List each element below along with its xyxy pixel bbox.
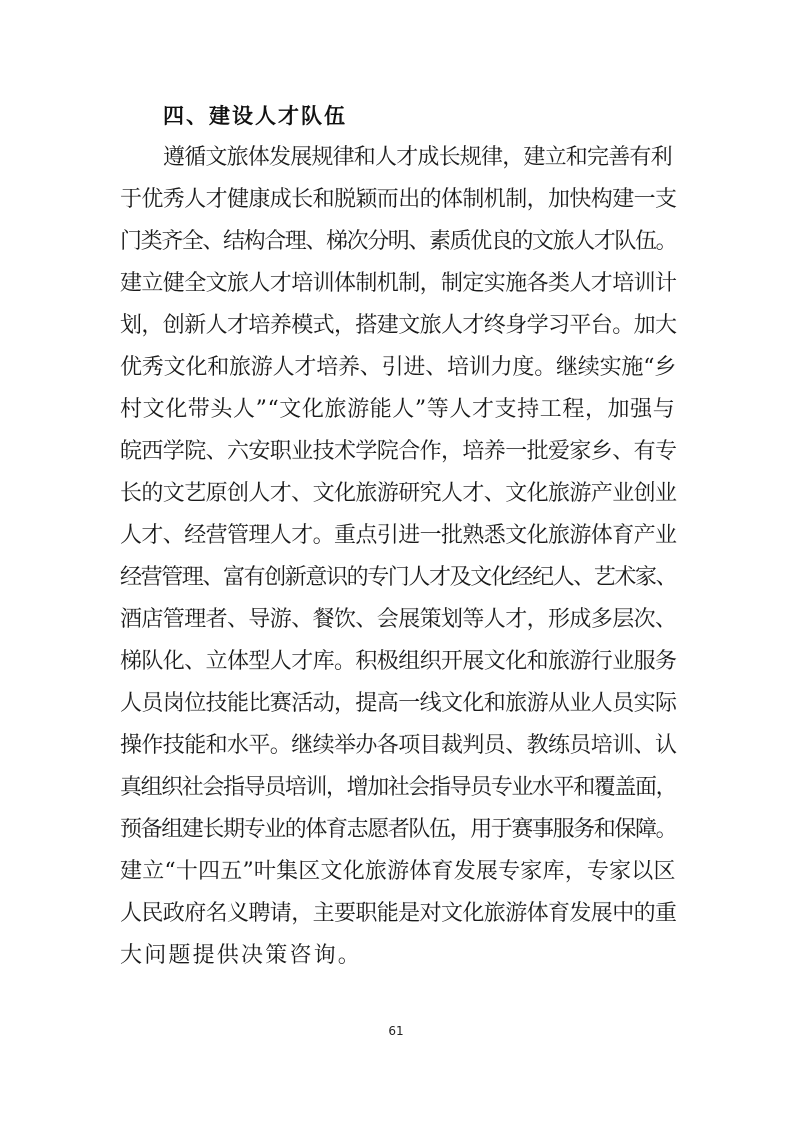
paragraph-line: 人民政府名义聘请，主要职能是对文化旅游体育发展中的重: [120, 901, 677, 926]
section-heading: 四、建设人才队伍: [163, 104, 347, 128]
paragraph-line: 酒店管理者、导游、餐饮、会展策划等人才，形成多层次、: [120, 607, 677, 632]
paragraph-line: 大问题提供决策咨询。: [120, 943, 363, 968]
paragraph-line: 建立“十四五”叶集区文化旅游体育发展专家库，专家以区: [120, 859, 676, 884]
paragraph-line: 人才、经营管理人才。重点引进一批熟悉文化旅游体育产业: [120, 523, 677, 548]
paragraph-line: 划，创新人才培养模式，搭建文旅人才终身学习平台。加大: [120, 313, 677, 338]
paragraph-line: 梯队化、立体型人才库。积极组织开展文化和旅游行业服务: [120, 649, 677, 674]
paragraph-line: 经营管理、富有创新意识的专门人才及文化经纪人、艺术家、: [120, 565, 677, 590]
paragraph-line: 皖西学院、六安职业技术学院合作，培养一批爱家乡、有专: [120, 439, 677, 464]
paragraph-line: 门类齐全、结构合理、梯次分明、素质优良的文旅人才队伍。: [120, 229, 677, 254]
paragraph-line: 建立健全文旅人才培训体制机制，制定实施各类人才培训计: [120, 271, 677, 296]
paragraph-line: 操作技能和水平。继续举办各项目裁判员、教练员培训、认: [120, 733, 677, 758]
paragraph-line: 人员岗位技能比赛活动，提高一线文化和旅游从业人员实际: [120, 691, 677, 716]
paragraph-line: 真组织社会指导员培训，增加社会指导员专业水平和覆盖面，: [120, 775, 677, 800]
page-number: 61: [388, 1024, 404, 1038]
paragraph-line: 优秀文化和旅游人才培养、引进、培训力度。继续实施“乡: [120, 355, 677, 380]
paragraph-line: 预备组建长期专业的体育志愿者队伍，用于赛事服务和保障。: [120, 817, 677, 842]
paragraph-line: 于优秀人才健康成长和脱颖而出的体制机制，加快构建一支: [120, 187, 677, 212]
paragraph-line: 遵循文旅体发展规律和人才成长规律，建立和完善有利: [163, 145, 672, 170]
paragraph-line: 长的文艺原创人才、文化旅游研究人才、文化旅游产业创业: [120, 481, 677, 506]
paragraph-line: 村文化带头人”“文化旅游能人”等人才支持工程，加强与: [120, 397, 676, 422]
